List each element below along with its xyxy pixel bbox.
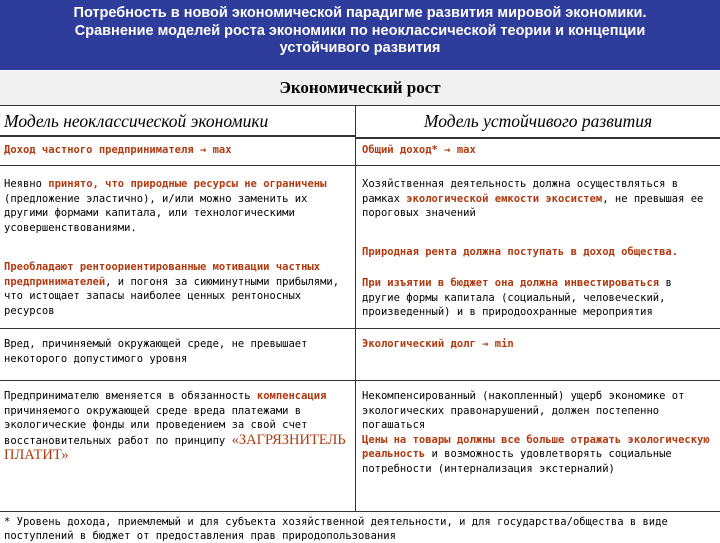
row4-left-cell [4,389,350,464]
text: Некомпенсированный (накопленный) ущерб экономике от экологических правонарушений, должен постепенно погашаться [362,390,685,431]
table-heading: Экономический рост [0,71,720,106]
text: Предпринимателю вменяется в обязанность [4,390,257,402]
row-divider [0,105,720,106]
row2-left-bottom-cell [4,260,350,318]
row1-right-cell: Общий доход* → max [362,144,476,156]
left-column-header: Модель неоклассической экономики [0,106,355,137]
text: в другие формы капитала (социальный, человеческий, произведенный) и в природоохранные мероприятия [362,277,672,318]
row1-left-cell: Доход частного предпринимателя → max [4,144,232,156]
highlight: компенсация [256,390,327,402]
right-column-header: Модель устойчивого развития [356,106,720,139]
row3-right-cell: Экологический долг → min [362,338,514,350]
title-line-1: Потребность в новой экономической парадигме развития мировой экономики. [73,5,647,21]
column-divider [355,106,356,511]
row-divider [0,328,720,329]
row2-right-top-cell [362,177,716,221]
row-divider [0,165,720,166]
footnote: * Уровень дохода, приемлемый и для субъекта хозяйственной деятельности, и для государства/общества в виде поступлений в бюджет от предоставления прав природопользования [4,516,668,542]
text: Неявно [4,178,49,190]
highlight: Преобладают рентоориентированные мотивации частных предпринимателей [4,261,321,288]
polluter-pays-slogan: «ЗАГРЯЗНИТЕЛЬ ПЛАТИТ» [4,431,346,463]
row2-right-middle-cell: Природная рента должна поступать в доход общества. [362,246,679,258]
highlight: принято, что природные ресурсы не ограничены [48,178,327,190]
text: Хозяйственная деятельность должна осуществляться в рамках [362,178,679,205]
row2-right-bottom-cell [362,276,716,320]
row-divider [0,380,720,381]
text: , и погоня за сиюминутными прибылями, что истощает запасы наиболее ценных рентоносных ресурсов [4,275,340,317]
row-divider [0,511,720,512]
row4-right-cell [362,389,716,476]
highlight: Цены на товары должны все больше отражать экологическую реальность [362,433,710,460]
highlight: При изъятии в бюджет она должна инвестироваться [362,277,660,289]
row2-left-top-cell [4,177,350,235]
text: и возможность удовлетворять социальные потребности (интернализация экстерналий) [362,448,672,475]
text: (предложение эластично), и/или можно заменить их другими формами капитала, или технологическими усовершенствованиями. [4,192,308,234]
slide-title [0,0,720,70]
text: , не превышая ее пороговых значений [362,192,704,219]
row3-left-cell: Вред, причиняемый окружающей среде, не превышает некоторого допустимого уровня [4,338,308,365]
text: причиняемого окружающей среде вреда платежами в экологические фонды или проведением за свой счет восстановительных работ по принципу [4,404,308,447]
highlight: экологической емкости экосистем [406,192,603,205]
title-line-3: устойчивого развития [279,40,441,56]
title-line-2: Сравнение моделей роста экономики по неоклассической теории и концепции [74,22,646,39]
